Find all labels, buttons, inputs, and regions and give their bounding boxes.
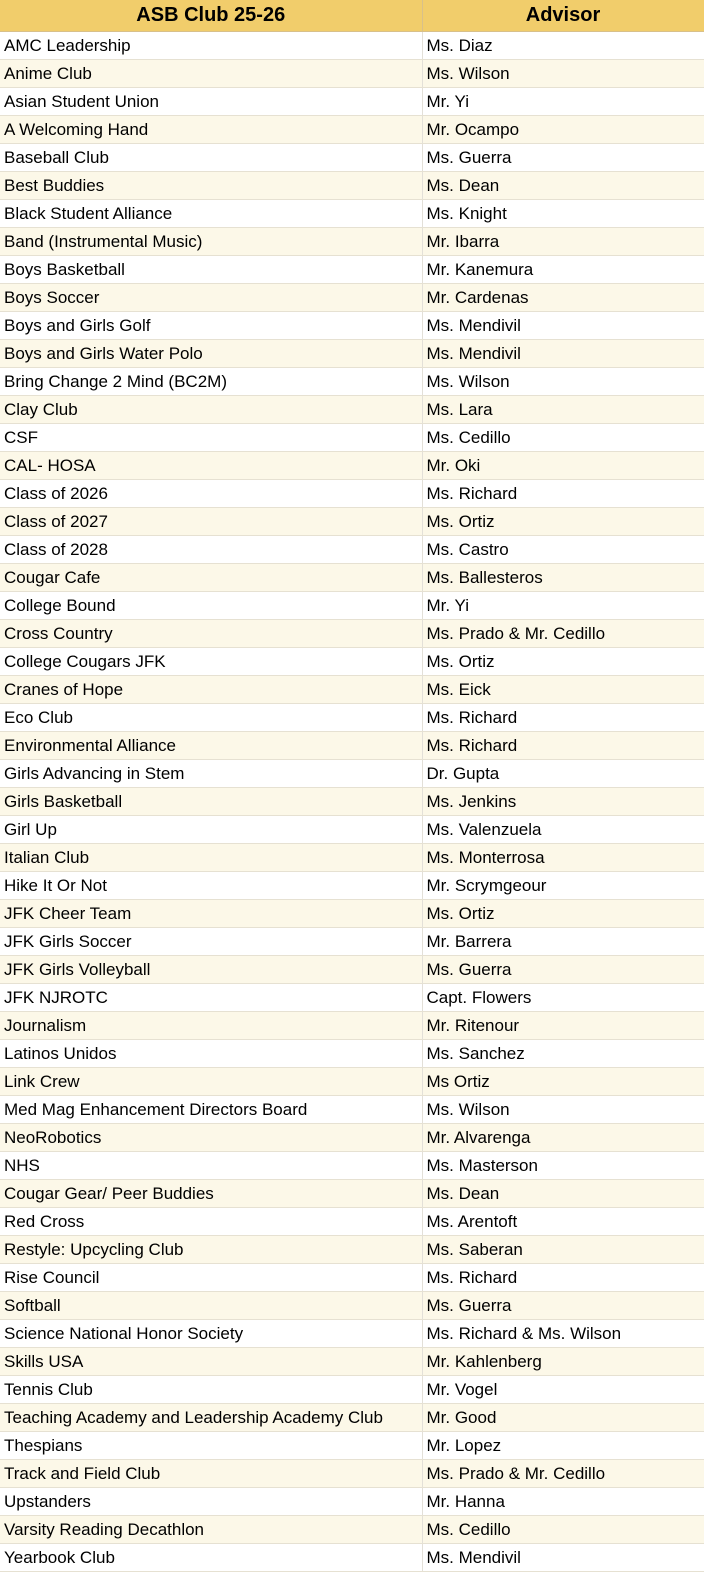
- table-row: [0, 564, 704, 592]
- table-row: [0, 1180, 704, 1208]
- advisor-name-cell[interactable]: Ms. Ortiz: [422, 648, 704, 676]
- club-name-cell[interactable]: Yearbook Club: [0, 1544, 422, 1572]
- advisor-name-cell[interactable]: Ms. Knight: [422, 200, 704, 228]
- table-row: [0, 620, 704, 648]
- club-name-cell[interactable]: Science National Honor Society: [0, 1320, 422, 1348]
- advisor-name-cell[interactable]: Ms. Dean: [422, 1180, 704, 1208]
- club-name-cell[interactable]: Best Buddies: [0, 172, 422, 200]
- club-name-cell[interactable]: Restyle: Upcycling Club: [0, 1236, 422, 1264]
- table-row: [0, 312, 704, 340]
- club-name-cell[interactable]: Cross Country: [0, 620, 422, 648]
- advisor-name-cell[interactable]: Dr. Gupta: [422, 760, 704, 788]
- table-row: [0, 200, 704, 228]
- club-name-cell[interactable]: JFK Cheer Team: [0, 900, 422, 928]
- table-row: [0, 1488, 704, 1516]
- table-row: [0, 1544, 704, 1572]
- advisor-name-cell[interactable]: Ms. Wilson: [422, 60, 704, 88]
- club-name-cell[interactable]: NeoRobotics: [0, 1124, 422, 1152]
- club-name-cell[interactable]: Baseball Club: [0, 144, 422, 172]
- club-name-cell[interactable]: Varsity Reading Decathlon: [0, 1516, 422, 1544]
- advisor-name-cell[interactable]: Mr. Alvarenga: [422, 1124, 704, 1152]
- table-row: [0, 1208, 704, 1236]
- table-row: [0, 1516, 704, 1544]
- table-row: [0, 788, 704, 816]
- advisor-name-cell[interactable]: Ms. Sanchez: [422, 1040, 704, 1068]
- table-row: [0, 1012, 704, 1040]
- club-name-cell[interactable]: Skills USA: [0, 1348, 422, 1376]
- club-name-cell[interactable]: College Bound: [0, 592, 422, 620]
- table-row: [0, 984, 704, 1012]
- advisor-column-header: Advisor: [422, 0, 704, 32]
- advisor-name-cell[interactable]: Ms. Masterson: [422, 1152, 704, 1180]
- table-row: [0, 368, 704, 396]
- club-name-cell[interactable]: Softball: [0, 1292, 422, 1320]
- advisor-name-cell[interactable]: Mr. Ibarra: [422, 228, 704, 256]
- table-row: [0, 424, 704, 452]
- advisor-name-cell[interactable]: Ms. Wilson: [422, 1096, 704, 1124]
- advisor-name-cell[interactable]: Ms. Richard: [422, 1264, 704, 1292]
- club-name-cell[interactable]: Hike It Or Not: [0, 872, 422, 900]
- advisor-name-cell[interactable]: Mr. Vogel: [422, 1376, 704, 1404]
- advisor-name-cell[interactable]: Ms Ortiz: [422, 1068, 704, 1096]
- club-name-cell[interactable]: Journalism: [0, 1012, 422, 1040]
- club-name-cell[interactable]: Clay Club: [0, 396, 422, 424]
- table-row: [0, 88, 704, 116]
- club-name-cell[interactable]: College Cougars JFK: [0, 648, 422, 676]
- club-name-cell[interactable]: Boys Soccer: [0, 284, 422, 312]
- advisor-name-cell[interactable]: Ms. Richard: [422, 704, 704, 732]
- club-name-cell[interactable]: Bring Change 2 Mind (BC2M): [0, 368, 422, 396]
- club-name-cell[interactable]: Eco Club: [0, 704, 422, 732]
- club-name-cell[interactable]: Link Crew: [0, 1068, 422, 1096]
- table-row: [0, 1348, 704, 1376]
- club-name-cell[interactable]: Anime Club: [0, 60, 422, 88]
- table-row: [0, 760, 704, 788]
- advisor-name-cell[interactable]: Mr. Ocampo: [422, 116, 704, 144]
- table-row: [0, 116, 704, 144]
- table-row: [0, 480, 704, 508]
- club-name-cell[interactable]: Girls Basketball: [0, 788, 422, 816]
- advisor-name-cell[interactable]: Mr. Oki: [422, 452, 704, 480]
- table-row: [0, 144, 704, 172]
- club-name-cell[interactable]: CSF: [0, 424, 422, 452]
- club-name-cell[interactable]: Girls Advancing in Stem: [0, 760, 422, 788]
- club-name-cell[interactable]: Asian Student Union: [0, 88, 422, 116]
- table-row: [0, 1264, 704, 1292]
- club-name-cell[interactable]: Teaching Academy and Leadership Academy Club: [0, 1404, 422, 1432]
- table-row: [0, 452, 704, 480]
- club-name-cell[interactable]: Black Student Alliance: [0, 200, 422, 228]
- table-row: [0, 256, 704, 284]
- table-row: [0, 228, 704, 256]
- table-row: [0, 1432, 704, 1460]
- table-row: [0, 1320, 704, 1348]
- club-name-cell[interactable]: Band (Instrumental Music): [0, 228, 422, 256]
- advisor-name-cell[interactable]: Ms. Richard & Ms. Wilson: [422, 1320, 704, 1348]
- advisor-name-cell[interactable]: Mr. Kanemura: [422, 256, 704, 284]
- advisor-name-cell[interactable]: Ms. Cedillo: [422, 424, 704, 452]
- club-name-cell[interactable]: JFK Girls Volleyball: [0, 956, 422, 984]
- table-row: [0, 1124, 704, 1152]
- advisor-name-cell[interactable]: Ms. Castro: [422, 536, 704, 564]
- table-row: [0, 396, 704, 424]
- advisor-name-cell[interactable]: Mr. Cardenas: [422, 284, 704, 312]
- advisor-name-cell[interactable]: Ms. Richard: [422, 732, 704, 760]
- table-row: [0, 284, 704, 312]
- club-name-cell[interactable]: Latinos Unidos: [0, 1040, 422, 1068]
- advisor-name-cell[interactable]: Ms. Ortiz: [422, 900, 704, 928]
- table-row: [0, 872, 704, 900]
- table-row: [0, 1404, 704, 1432]
- advisor-name-cell[interactable]: Ms. Saberan: [422, 1236, 704, 1264]
- table-row: [0, 648, 704, 676]
- advisor-name-cell[interactable]: Ms. Ballesteros: [422, 564, 704, 592]
- table-row: [0, 676, 704, 704]
- club-name-cell[interactable]: Class of 2026: [0, 480, 422, 508]
- table-row: [0, 900, 704, 928]
- club-name-cell[interactable]: Upstanders: [0, 1488, 422, 1516]
- table-row: [0, 1096, 704, 1124]
- table-row: [0, 1068, 704, 1096]
- club-name-cell[interactable]: Rise Council: [0, 1264, 422, 1292]
- club-name-cell[interactable]: CAL- HOSA: [0, 452, 422, 480]
- advisor-name-cell[interactable]: Mr. Yi: [422, 88, 704, 116]
- advisor-name-cell[interactable]: Ms. Eick: [422, 676, 704, 704]
- table-row: [0, 1460, 704, 1488]
- advisor-name-cell[interactable]: Ms. Jenkins: [422, 788, 704, 816]
- advisor-name-cell[interactable]: Ms. Guerra: [422, 1292, 704, 1320]
- advisor-name-cell[interactable]: Mr. Scrymgeour: [422, 872, 704, 900]
- advisor-name-cell[interactable]: Mr. Hanna: [422, 1488, 704, 1516]
- advisor-name-cell[interactable]: Ms. Richard: [422, 480, 704, 508]
- table-row: [0, 816, 704, 844]
- table-row: [0, 340, 704, 368]
- club-name-cell[interactable]: Girl Up: [0, 816, 422, 844]
- table-row: [0, 172, 704, 200]
- advisor-name-cell[interactable]: Ms. Mendivil: [422, 340, 704, 368]
- club-name-cell[interactable]: Med Mag Enhancement Directors Board: [0, 1096, 422, 1124]
- club-name-cell[interactable]: Class of 2028: [0, 536, 422, 564]
- advisor-name-cell[interactable]: Ms. Dean: [422, 172, 704, 200]
- table-row: [0, 844, 704, 872]
- advisor-name-cell[interactable]: Ms. Guerra: [422, 144, 704, 172]
- advisor-name-cell[interactable]: Ms. Lara: [422, 396, 704, 424]
- advisor-name-cell[interactable]: Ms. Diaz: [422, 32, 704, 60]
- advisor-name-cell[interactable]: Ms. Wilson: [422, 368, 704, 396]
- club-name-cell[interactable]: A Welcoming Hand: [0, 116, 422, 144]
- advisor-name-cell[interactable]: Mr. Ritenour: [422, 1012, 704, 1040]
- club-name-cell[interactable]: AMC Leadership: [0, 32, 422, 60]
- club-name-cell[interactable]: Cougar Cafe: [0, 564, 422, 592]
- club-name-cell[interactable]: Boys and Girls Golf: [0, 312, 422, 340]
- advisor-name-cell[interactable]: Mr. Kahlenberg: [422, 1348, 704, 1376]
- table-row: [0, 1376, 704, 1404]
- table-row: [0, 1292, 704, 1320]
- club-name-cell[interactable]: JFK NJROTC: [0, 984, 422, 1012]
- table-row: [0, 536, 704, 564]
- advisor-name-cell[interactable]: Ms. Valenzuela: [422, 816, 704, 844]
- advisor-name-cell[interactable]: Mr. Good: [422, 1404, 704, 1432]
- advisor-name-cell[interactable]: Ms. Monterrosa: [422, 844, 704, 872]
- table-row: [0, 592, 704, 620]
- club-name-cell[interactable]: JFK Girls Soccer: [0, 928, 422, 956]
- table-row: [0, 704, 704, 732]
- club-name-cell[interactable]: Boys and Girls Water Polo: [0, 340, 422, 368]
- table-row: [0, 1040, 704, 1068]
- club-name-cell[interactable]: Cougar Gear/ Peer Buddies: [0, 1180, 422, 1208]
- table-body: [0, 32, 704, 1572]
- advisor-name-cell[interactable]: Ms. Prado & Mr. Cedillo: [422, 1460, 704, 1488]
- advisor-name-cell[interactable]: Mr. Lopez: [422, 1432, 704, 1460]
- advisor-name-cell[interactable]: Ms. Arentoft: [422, 1208, 704, 1236]
- club-name-cell[interactable]: Thespians: [0, 1432, 422, 1460]
- advisor-name-cell[interactable]: Capt. Flowers: [422, 984, 704, 1012]
- advisor-name-cell[interactable]: Ms. Mendivil: [422, 1544, 704, 1572]
- club-name-cell[interactable]: Class of 2027: [0, 508, 422, 536]
- table-row: [0, 1236, 704, 1264]
- advisor-name-cell[interactable]: Mr. Barrera: [422, 928, 704, 956]
- header-row: [0, 0, 704, 32]
- club-column-header: ASB Club 25-26: [0, 0, 422, 32]
- table-row: [0, 732, 704, 760]
- advisor-name-cell[interactable]: Ms. Prado & Mr. Cedillo: [422, 620, 704, 648]
- advisor-name-cell[interactable]: Ms. Mendivil: [422, 312, 704, 340]
- table-row: [0, 508, 704, 536]
- advisor-name-cell[interactable]: Mr. Yi: [422, 592, 704, 620]
- club-name-cell[interactable]: Boys Basketball: [0, 256, 422, 284]
- club-name-cell[interactable]: Track and Field Club: [0, 1460, 422, 1488]
- table-row: [0, 32, 704, 60]
- club-name-cell[interactable]: Cranes of Hope: [0, 676, 422, 704]
- advisor-name-cell[interactable]: Ms. Guerra: [422, 956, 704, 984]
- table-row: [0, 956, 704, 984]
- club-name-cell[interactable]: Italian Club: [0, 844, 422, 872]
- advisor-name-cell[interactable]: Ms. Cedillo: [422, 1516, 704, 1544]
- club-name-cell[interactable]: NHS: [0, 1152, 422, 1180]
- club-name-cell[interactable]: Tennis Club: [0, 1376, 422, 1404]
- table-row: [0, 60, 704, 88]
- table-row: [0, 928, 704, 956]
- table-row: [0, 1152, 704, 1180]
- advisor-name-cell[interactable]: Ms. Ortiz: [422, 508, 704, 536]
- club-name-cell[interactable]: Red Cross: [0, 1208, 422, 1236]
- club-name-cell[interactable]: Environmental Alliance: [0, 732, 422, 760]
